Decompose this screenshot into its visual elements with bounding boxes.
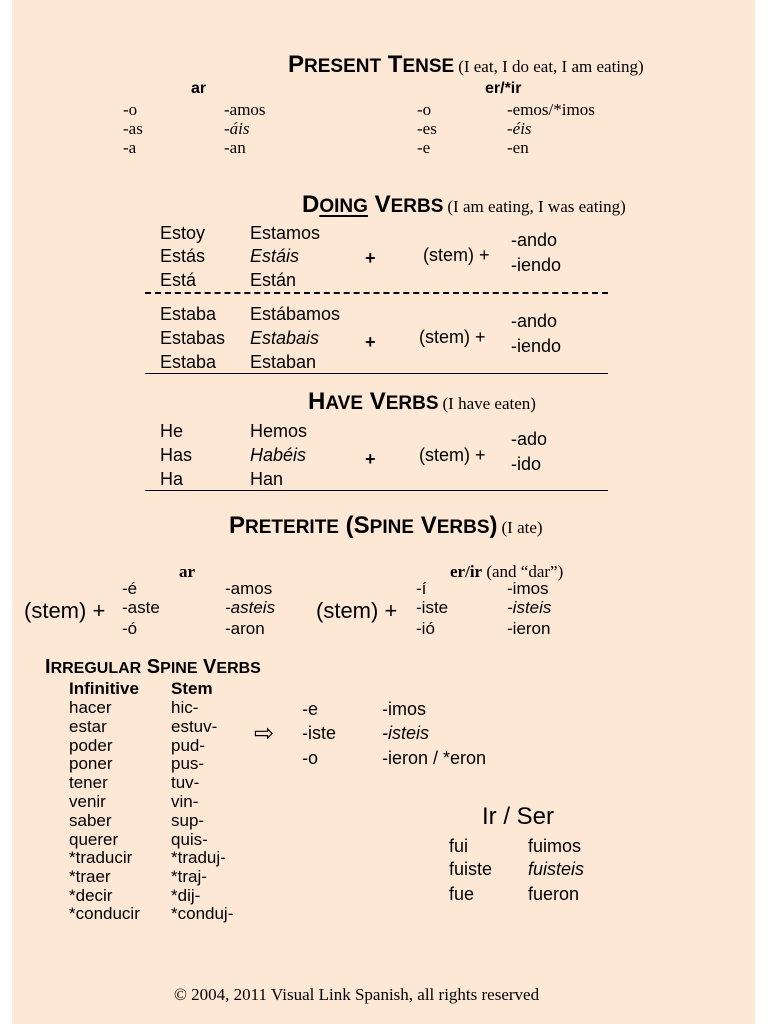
doing-subtitle: (I am eating, I was eating) <box>447 197 626 216</box>
have-ending: -ado <box>511 429 548 449</box>
estar-past-form: Estaba <box>160 352 217 372</box>
section-divider <box>145 490 608 491</box>
stem-plus: (stem) + <box>316 598 398 623</box>
stem-plus: (stem) + <box>419 445 486 465</box>
irregular-stem: *traduj- <box>171 848 226 867</box>
haber-form: Habéis <box>250 445 307 465</box>
estar-past-form: Estaban <box>250 352 317 372</box>
haber-form: He <box>160 421 184 441</box>
irregular-stem: estuv- <box>171 717 218 736</box>
present-tense-heading <box>288 53 644 77</box>
present-ar-ending: -as <box>123 119 143 138</box>
ir-ser-form: fuisteis <box>528 859 585 879</box>
stem-plus: (stem) + <box>24 598 106 623</box>
present-ar-label: ar <box>191 80 207 97</box>
present-ar-ending: -a <box>123 138 137 157</box>
preterite-ar-ending: -amos <box>225 579 273 598</box>
stem-plus: (stem) + <box>423 245 490 265</box>
present-ar-ending: -áis <box>224 119 250 138</box>
estar-past-form: Estabas <box>160 328 226 348</box>
irregular-stem: *traj- <box>171 867 207 886</box>
preterite-ar-label: ar <box>179 562 196 581</box>
irregular-ending: -e <box>302 699 319 719</box>
stem-column-header: Stem <box>171 679 213 698</box>
infinitive: poner <box>69 754 113 773</box>
infinitive: tener <box>69 773 108 792</box>
plus-sign: + <box>365 248 376 268</box>
have-ending: -ido <box>511 454 542 474</box>
estar-past-form: Estaba <box>160 304 217 324</box>
irregular-stem: quis- <box>171 830 208 849</box>
estar-present-form: Estamos <box>250 223 321 243</box>
estar-present-form: Estás <box>160 246 206 266</box>
preterite-ar-ending: -ó <box>122 619 138 638</box>
stem-plus: (stem) + <box>419 327 486 347</box>
present-ar-ending: -o <box>123 100 138 119</box>
estar-present-form: Estáis <box>250 246 300 266</box>
preterite-title: PRETERITE (SPINE VERBS) <box>229 512 498 539</box>
preterite-subtitle: (I ate) <box>501 518 543 537</box>
estar-present-form: Están <box>250 270 297 290</box>
worksheet-page <box>12 0 755 1024</box>
copyright-footer: © 2004, 2011 Visual Link Spanish, all rights reserved <box>174 985 540 1004</box>
present-er-ending: -e <box>417 138 431 157</box>
preterite-er-ending: -iste <box>416 598 449 617</box>
present-ar-ending: -an <box>224 138 246 157</box>
irregular-stem: pud- <box>171 736 206 755</box>
doing-ending: -iendo <box>511 255 562 275</box>
dashed-divider <box>145 292 608 294</box>
preterite-ar-ending: -aste <box>122 598 160 617</box>
irregular-stem: *conduj- <box>171 904 234 923</box>
present-title: PRESENT TENSE <box>288 51 455 78</box>
preterite-ar-ending: -aron <box>225 619 265 638</box>
irregular-ending: -imos <box>382 699 426 719</box>
doing-ending: -ando <box>511 311 558 331</box>
irregular-stem: tuv- <box>171 773 200 792</box>
have-title: HAVE VERBS <box>308 388 439 415</box>
ir-ser-form: fuimos <box>528 836 582 856</box>
present-ar-ending: -amos <box>224 100 266 119</box>
present-er-ending: -emos/*imos <box>507 100 595 119</box>
doing-ending: -iendo <box>511 336 562 356</box>
irregular-ending: -ieron / *eron <box>382 748 487 768</box>
estar-past-form: Estabais <box>250 328 320 348</box>
section-divider <box>145 373 608 374</box>
infinitive: *traducir <box>69 848 133 867</box>
irregular-ending: -isteis <box>382 723 430 743</box>
haber-form: Has <box>160 445 193 465</box>
preterite-er-ending: -ió <box>416 619 435 638</box>
irregular-stem: hic- <box>171 698 199 717</box>
irregular-ending: -iste <box>302 723 337 743</box>
plus-sign: + <box>365 332 376 352</box>
ir-ser-form: fueron <box>528 884 580 904</box>
preterite-er-ending: -ieron <box>507 619 551 638</box>
infinitive: *traer <box>69 867 111 886</box>
infinitive-column-header: Infinitive <box>69 679 139 698</box>
doing-verbs-heading <box>302 193 626 217</box>
irregular-stem: sup- <box>171 811 205 830</box>
ir-ser-form: fui <box>449 836 469 856</box>
haber-form: Han <box>250 469 284 489</box>
have-verbs-heading <box>308 390 536 414</box>
infinitive: estar <box>69 717 107 736</box>
estar-present-form: Está <box>160 270 197 290</box>
preterite-ar-ending: -asteis <box>225 598 276 617</box>
infinitive: poder <box>69 736 113 755</box>
present-er-label: er/*ir <box>485 80 522 97</box>
present-er-ending: -es <box>417 119 437 138</box>
plus-sign: + <box>365 449 376 469</box>
doing-title: DOING VERBS <box>302 191 444 218</box>
doing-ending: -ando <box>511 230 558 250</box>
infinitive: querer <box>69 830 119 849</box>
infinitive: *conducir <box>69 904 140 923</box>
infinitive: hacer <box>69 698 112 717</box>
irregular-stem: vin- <box>171 792 199 811</box>
present-er-ending: -éis <box>507 119 532 138</box>
ir-ser-heading: Ir / Ser <box>482 803 555 830</box>
irregular-ending: -o <box>302 748 319 768</box>
estar-past-form: Estábamos <box>250 304 341 324</box>
infinitive: saber <box>69 811 112 830</box>
arrow-right-icon: ⇨ <box>254 720 275 747</box>
infinitive: *decir <box>69 886 113 905</box>
present-er-ending: -en <box>507 138 529 157</box>
ir-ser-form: fuiste <box>449 859 493 879</box>
preterite-er-ending: -í <box>416 579 427 598</box>
present-subtitle: (I eat, I do eat, I am eating) <box>458 57 644 76</box>
irregular-stem: *dij- <box>171 886 201 905</box>
preterite-heading <box>229 514 543 538</box>
preterite-er-ending: -imos <box>507 579 549 598</box>
infinitive: venir <box>69 792 106 811</box>
preterite-ar-ending: -é <box>122 579 138 598</box>
haber-form: Hemos <box>250 421 308 441</box>
have-subtitle: (I have eaten) <box>442 394 536 413</box>
preterite-er-ending: -isteis <box>507 598 552 617</box>
ir-ser-form: fue <box>449 884 475 904</box>
irregular-stem: pus- <box>171 754 205 773</box>
estar-present-form: Estoy <box>160 223 206 243</box>
preterite-er-label: er/ir (and “dar”) <box>450 562 564 581</box>
present-er-ending: -o <box>417 100 432 119</box>
irregular-spine-verbs-heading: IRREGULAR SPINE VERBS <box>45 656 261 678</box>
haber-form: Ha <box>160 469 184 489</box>
